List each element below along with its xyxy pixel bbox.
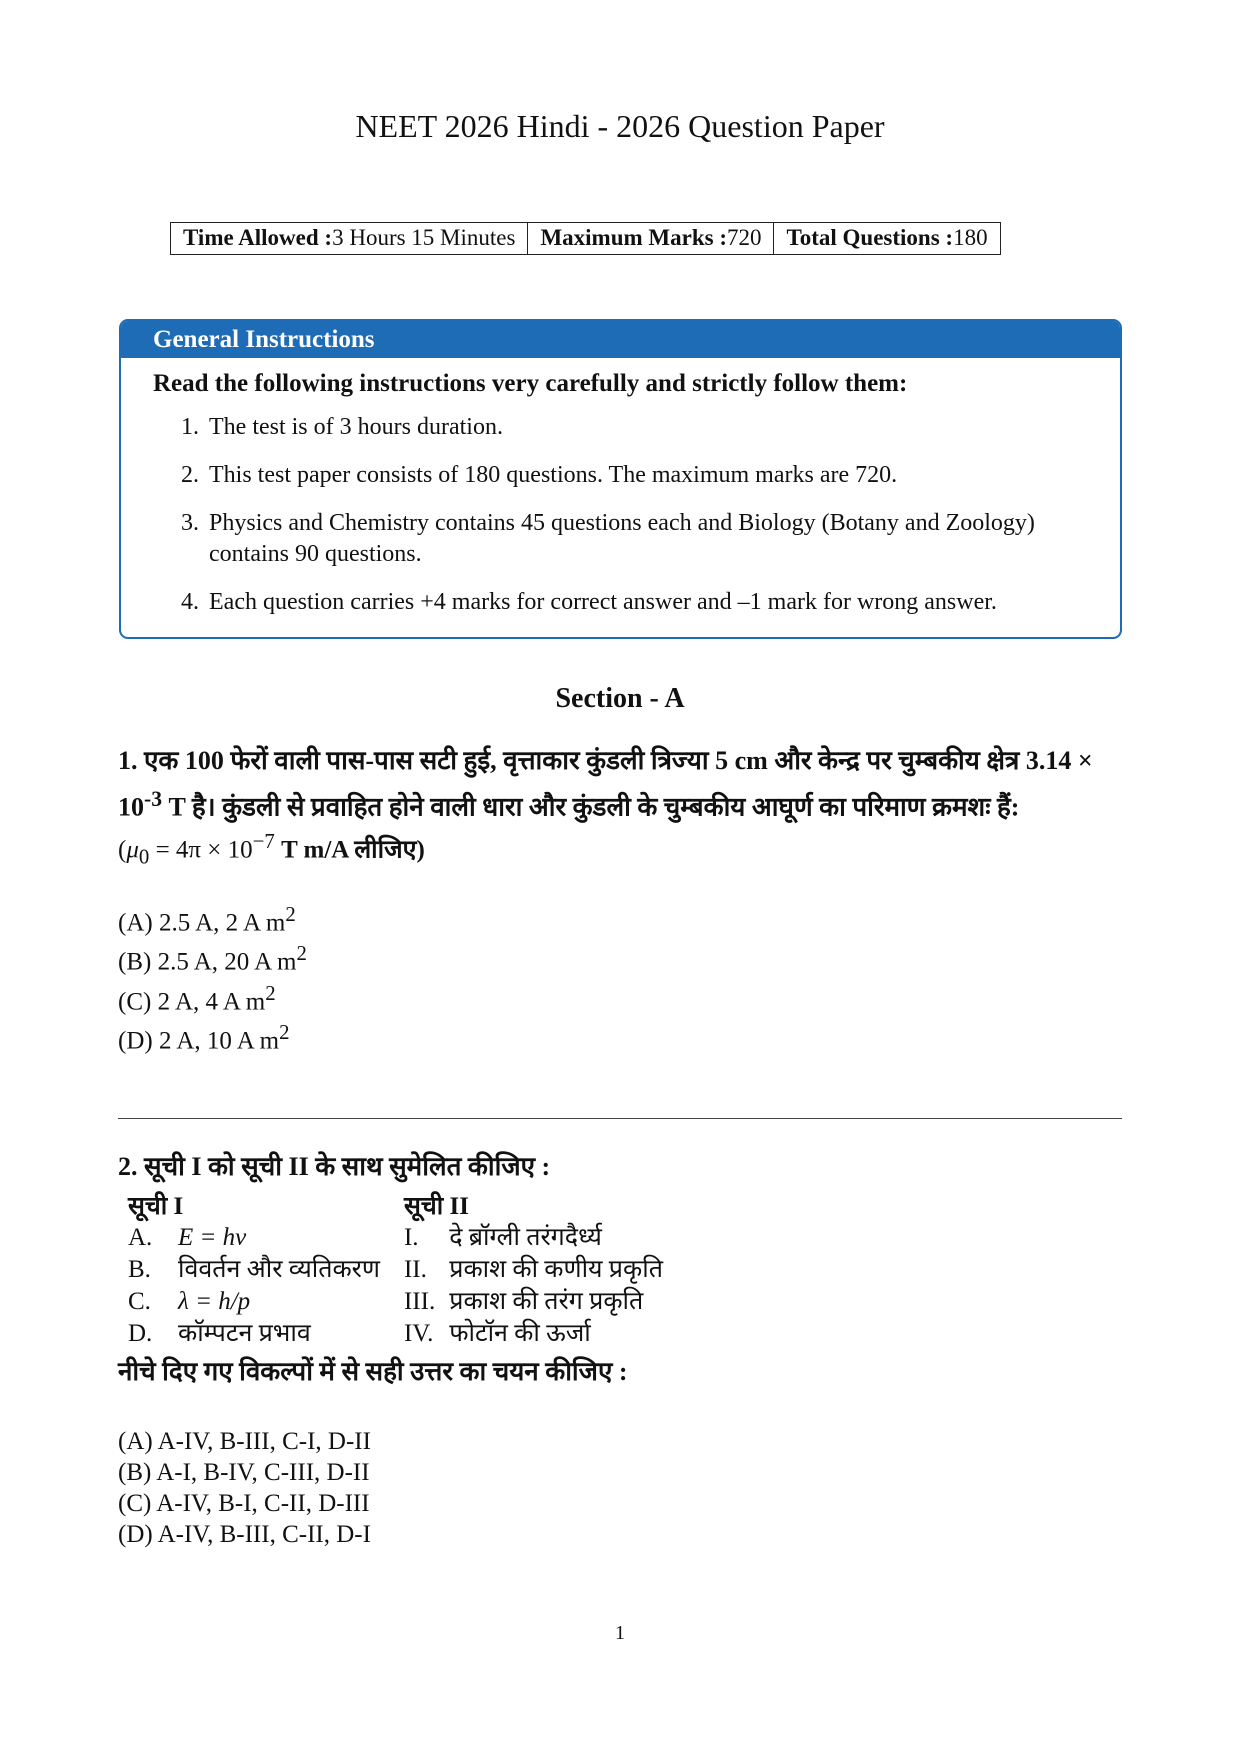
list-1-item: λ = h/p [178, 1288, 251, 1315]
document-title: NEET 2026 Hindi - 2026 Question Paper [355, 108, 885, 144]
list-1-item: कॉम्पटन प्रभाव [178, 1320, 311, 1347]
option-b-sup: 2 [296, 941, 307, 966]
max-marks-value: 720 [726, 225, 762, 250]
row-label-left: C. [128, 1288, 151, 1315]
instruction-item: 4. Each question carries +4 marks for correct answer and –1 mark for wrong answer. [205, 587, 1120, 618]
question-1-options [118, 899, 1128, 1056]
row-label-left: A. [128, 1224, 153, 1251]
page-number: 1 [615, 1622, 625, 1644]
general-instructions-box [119, 319, 1122, 639]
question-2-text [118, 1148, 1128, 1186]
row-label-right: III. [403, 1288, 436, 1315]
question-2 [118, 1148, 1128, 1550]
mu-value: = 4π × 10 [149, 835, 253, 863]
option-d: (D) A-IV, B-III, C-II, D-I [118, 1521, 371, 1548]
row-label-left: B. [128, 1256, 151, 1283]
list-2-item: फोटॉन की ऊर्जा [449, 1320, 591, 1347]
option-d [118, 1017, 1128, 1056]
instruction-item: 2. This test paper consists of 180 questions. The maximum marks are 720. [205, 460, 1120, 491]
option-b-text: (B) 2.5 A, 20 A m [118, 948, 297, 976]
list-2-item: दे ब्रॉग्ली तरंगदैर्ध्य [449, 1224, 602, 1251]
row-label-left: D. [128, 1320, 153, 1347]
total-questions-cell [774, 223, 1000, 255]
question-1 [118, 742, 1128, 1056]
option-c-text: (C) 2 A, 4 A m [118, 987, 266, 1015]
mu-unit: T m/A लीजिए) [274, 835, 425, 863]
time-allowed-value: 3 Hours 15 Minutes [332, 225, 516, 250]
total-questions-label: Total Questions : [786, 225, 954, 250]
option-b [118, 938, 1128, 977]
option-a-sup: 2 [285, 901, 296, 926]
mu-exponent: −7 [252, 828, 275, 853]
question-1-text-part-b: T है। कुंडली से प्रवाहित होने वाली धारा और कुंडली के चुम्बकीय आघूर्ण का परिमाण क्रमशः हैं: [162, 792, 1020, 822]
question-number: 1. [118, 746, 138, 775]
max-marks-cell [528, 223, 774, 255]
section-title: Section - A [555, 683, 685, 714]
time-allowed-cell [171, 223, 528, 255]
list-2-item: प्रकाश की तरंग प्रकृति [449, 1288, 644, 1315]
instructions-list [121, 412, 1120, 618]
question-number: 2. [118, 1152, 138, 1181]
mu-symbol: μ [126, 835, 139, 863]
match-row [128, 1254, 677, 1286]
mu-subscript: 0 [138, 843, 150, 868]
question-divider [118, 1118, 1122, 1119]
question-1-note: ($\mu_0 = 4\pi \times 10^{-7}$ T m/A लीजिए) [118, 828, 425, 868]
time-allowed-label: Time Allowed : [183, 225, 333, 250]
list-2-header: सूची II [403, 1193, 469, 1220]
match-row [128, 1286, 677, 1318]
question-1-exponent: -3 [144, 787, 163, 811]
question-2-options [118, 1426, 1128, 1550]
match-row [128, 1222, 677, 1254]
option-a: (A) A-IV, B-III, C-I, D-II [118, 1428, 371, 1455]
option-a [118, 899, 1128, 938]
list-1-item: E = hν [178, 1224, 247, 1251]
list-2-item: प्रकाश की कणीय प्रकृति [449, 1256, 663, 1283]
option-b: (B) A-I, B-IV, C-III, D-II [118, 1459, 370, 1486]
instructions-header: General Instructions [121, 321, 1120, 358]
instructions-lead: Read the following instructions very carefully and strictly follow them: [153, 370, 908, 397]
row-label-right: I. [403, 1224, 419, 1251]
match-row [128, 1318, 677, 1350]
instruction-item: 3. Physics and Chemistry contains 45 questions each and Biology (Botany and Zoology) contains 90 questions. [205, 508, 1120, 570]
total-questions-value: 180 [953, 225, 988, 250]
list-1-item: विवर्तन और व्यतिकरण [178, 1256, 380, 1283]
question-1-text [118, 742, 1128, 827]
max-marks-label: Maximum Marks : [540, 225, 727, 250]
option-c [118, 978, 1128, 1017]
option-c: (C) A-IV, B-I, C-II, D-III [118, 1490, 370, 1517]
row-label-right: II. [403, 1256, 427, 1283]
row-label-right: IV. [403, 1320, 434, 1347]
question-1-text-part-a: एक 100 फेरों वाली पास-पास सटी हुई, वृत्ताकार कुंडली त्रिज्या 5 cm और केन्द्र पर चुम्बकीय क्षेत्र 3.14 × 10 [118, 746, 1093, 822]
list-1-header: सूची I [128, 1193, 184, 1220]
match-list-table [128, 1188, 677, 1350]
option-d-text: (D) 2 A, 10 A m [118, 1027, 280, 1055]
exam-meta-table [170, 222, 1001, 255]
option-a-text: (A) 2.5 A, 2 A m [118, 909, 286, 937]
question-2-prompt: नीचे दिए गए विकल्पों में से सही उत्तर का चयन कीजिए : [118, 1357, 628, 1386]
option-d-sup: 2 [279, 1019, 290, 1044]
question-2-text-body: सूची I को सूची II के साथ सुमेलित कीजिए : [144, 1152, 551, 1181]
instruction-item: 1. The test is of 3 hours duration. [205, 412, 1120, 443]
option-c-sup: 2 [265, 980, 276, 1005]
